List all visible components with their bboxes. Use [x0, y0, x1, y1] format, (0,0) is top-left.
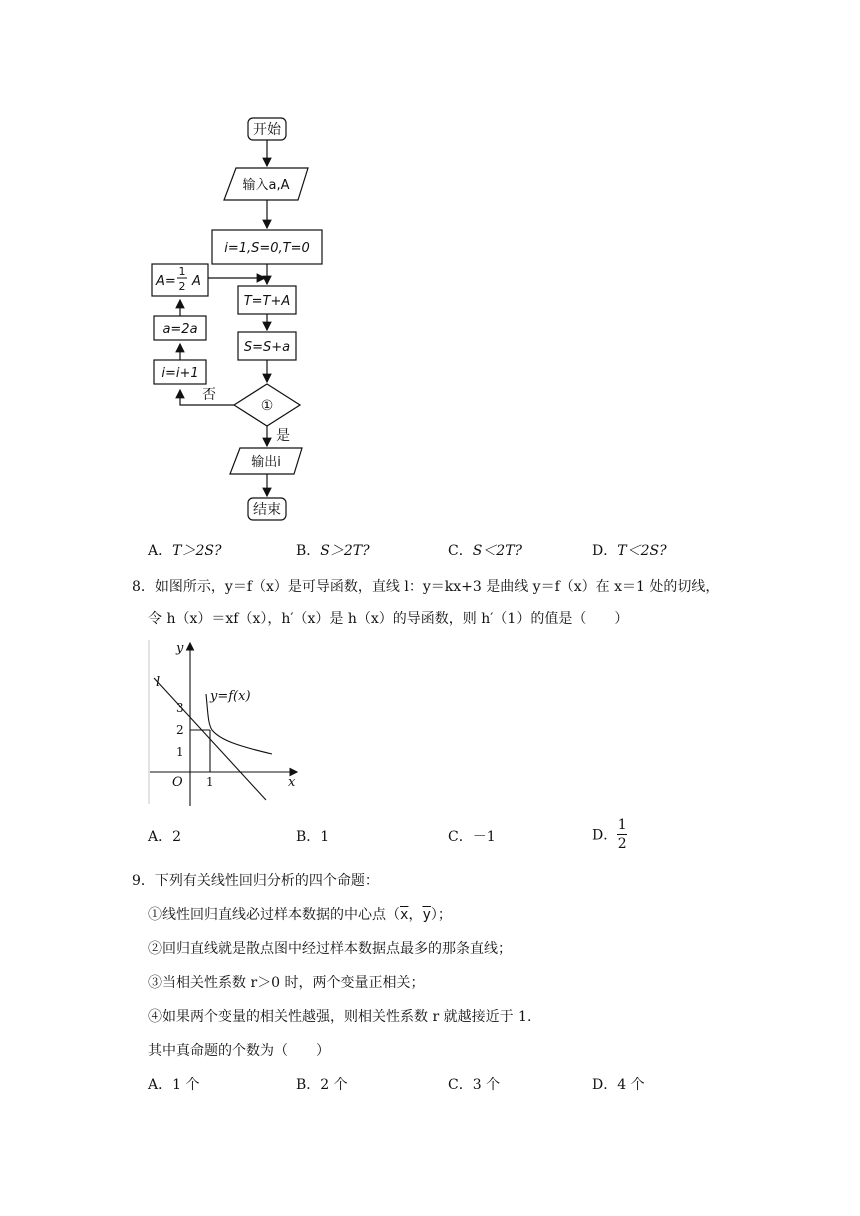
q8-tick-y-2: 2	[176, 723, 184, 737]
q8-option-b: B．1	[296, 829, 330, 845]
q7-option-c: C．S＜2T?	[448, 543, 523, 559]
q8-stem-line1: 8．如图所示，y＝f（x）是可导函数，直线 l：y＝kx+3 是曲线 y＝f（x）在 x＝1 处的切线，	[132, 579, 720, 595]
q7-option-b: B．S＞2T?	[296, 543, 370, 559]
flow-start-text: 开始	[253, 122, 281, 138]
q8-tick-x-1: 1	[206, 775, 214, 789]
q9-option-b: B．2 个	[296, 1077, 348, 1093]
flow-end-text: 结束	[253, 502, 281, 518]
flow-step-A-num: 1	[178, 265, 186, 278]
q9-question: 其中真命题的个数为（ ）	[148, 1043, 330, 1059]
q8-x-label: x	[288, 775, 296, 790]
q9-option-d: D．4 个	[592, 1077, 645, 1093]
flow-output-text: 输出i	[251, 455, 281, 470]
flow-condition-text: ①	[260, 398, 274, 414]
flow-step-A-left: A=	[156, 274, 176, 289]
flow-step-i-text: i=i+1	[161, 366, 199, 381]
q7-option-d: D．T＜2S?	[592, 543, 667, 559]
q9-statement-4: ④如果两个变量的相关性越强，则相关性系数 r 就越接近于 1.	[148, 1009, 532, 1025]
q8-stem-line2: 令 h（x）＝xf（x），h′（x）是 h（x）的导函数，则 h′（1）的值是（ ）	[148, 611, 629, 627]
flow-yes-label: 是	[276, 428, 290, 444]
q8-graph	[148, 636, 308, 808]
flow-init-text: i=1,S=0,T=0	[224, 241, 310, 256]
q9-stem: 9．下列有关线性回归分析的四个命题：	[132, 873, 379, 889]
q8-option-d-fraction: $\frac{1}{2}$	[617, 817, 627, 852]
flow-no-label: 否	[202, 387, 216, 403]
q9-option-c: C．3 个	[448, 1077, 501, 1093]
q8-origin-label: O	[172, 775, 183, 790]
flowchart	[140, 112, 340, 524]
flow-step-t-text: T=T+A	[243, 294, 291, 309]
q9-statement-2: ②回归直线就是散点图中经过样本数据点最多的那条直线；	[148, 941, 512, 957]
q7-option-a: A．T＞2S?	[148, 543, 222, 559]
flow-step-A-den: 2	[178, 280, 186, 293]
flow-step-s-text: S=S+a	[243, 340, 291, 355]
q8-y-label: y	[176, 641, 184, 656]
q8-option-d: D． $\frac{1}{2}$	[592, 817, 627, 852]
q8-option-a: A．2	[148, 829, 182, 845]
flow-input-text: 输入a,A	[242, 178, 290, 193]
q8-line-label: l	[156, 675, 161, 690]
q9-statement-1: ①线性回归直线必过样本数据的中心点（$\overline{x}$，$\overline{y}$）；	[148, 907, 452, 923]
flow-step-A-right: A	[192, 274, 201, 289]
q8-tick-y-3: 3	[176, 701, 184, 715]
q9-option-a: A．1 个	[148, 1077, 200, 1093]
flow-step-a-text: a=2a	[162, 322, 198, 337]
q8-curve-label: y=f(x)	[210, 689, 251, 704]
q8-option-c: C．－1	[448, 829, 496, 845]
q9-statement-3: ③当相关性系数 r＞0 时，两个变量正相关；	[148, 975, 425, 991]
q8-tick-y-1: 1	[176, 745, 184, 759]
